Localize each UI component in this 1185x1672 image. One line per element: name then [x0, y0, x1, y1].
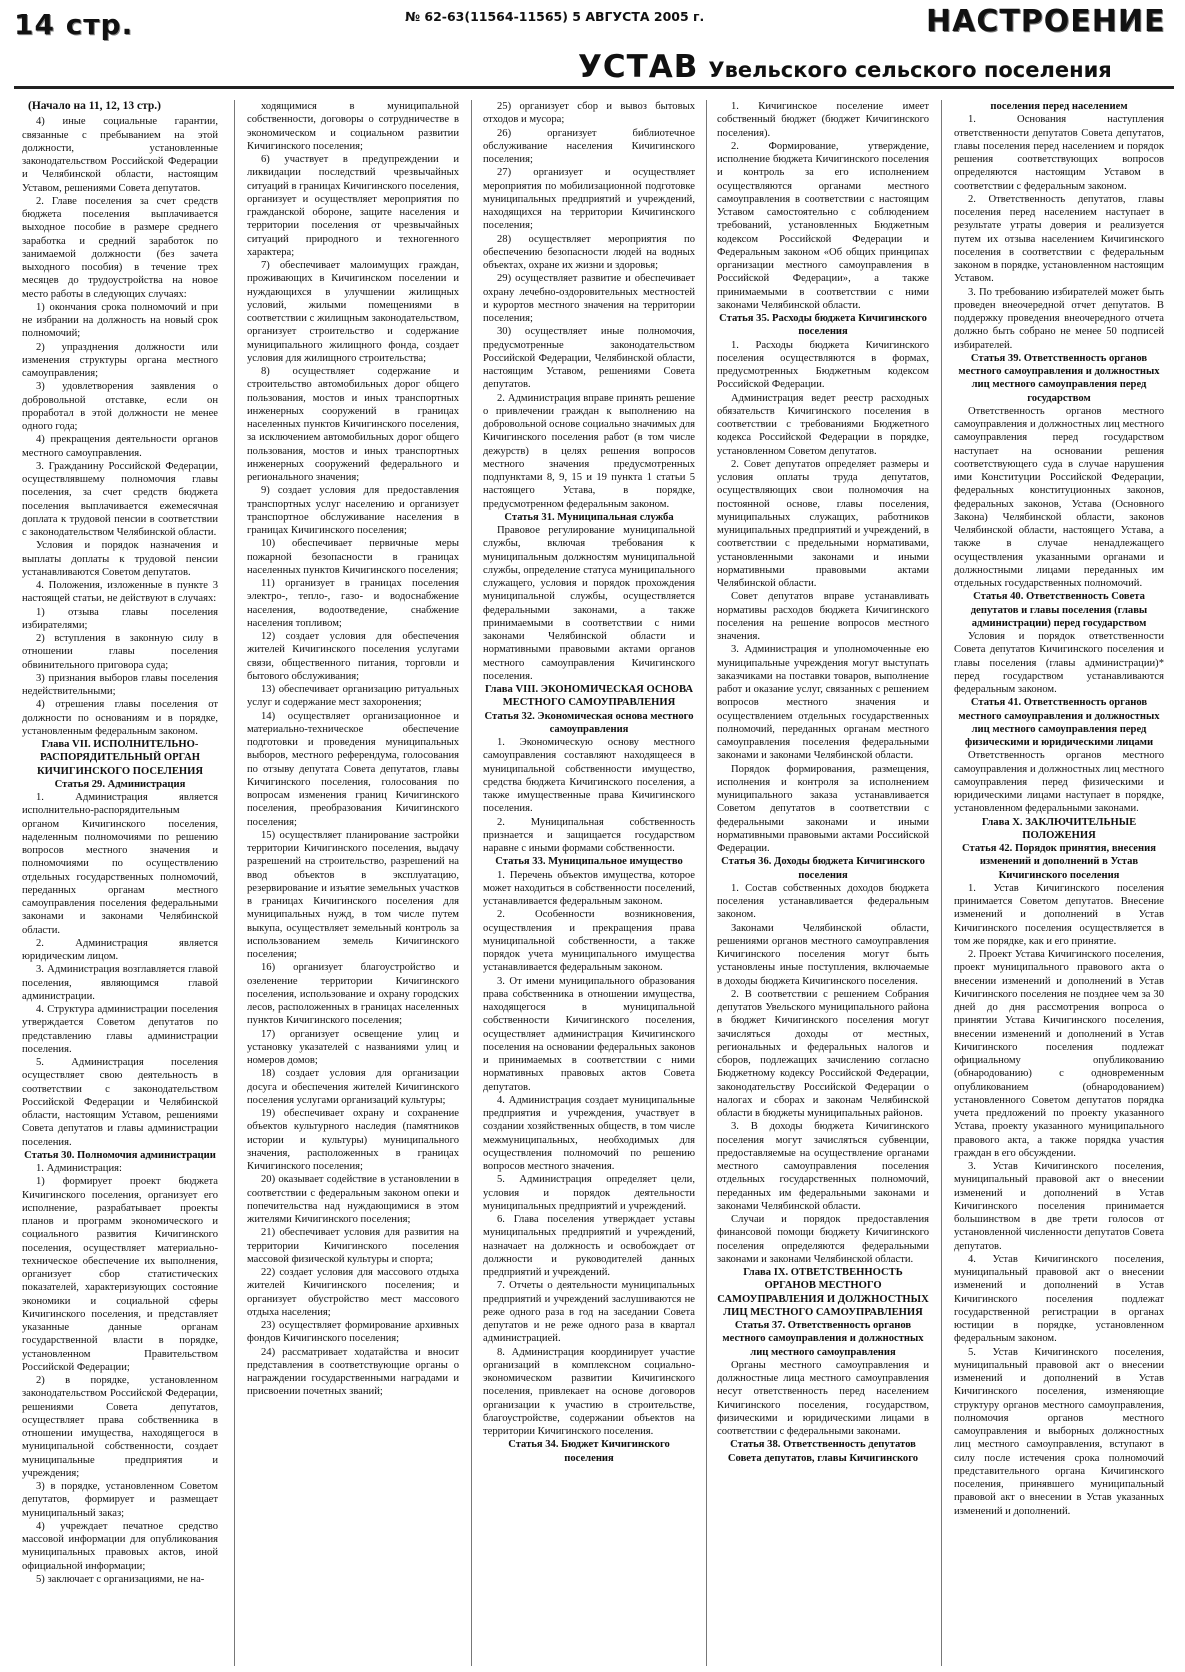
paragraph: 27) организует и осуществляет мероприятия по мобилизационной подготовке муниципальных предприятий и учреждений, находящихся на территории Кичигинского поселения; — [483, 167, 695, 232]
paragraph: 16) организует благоустройство и озеленение территории Кичигинского поселения, использование и охрану городских лесов, расположенных в границах населенных пунктов Кичигинского поселения; — [247, 962, 459, 1027]
header-rule — [14, 86, 1174, 89]
paragraph: Условия и порядок назначения и выплаты доплаты к трудовой пенсии устанавливаются Советом депутатов. — [22, 540, 218, 578]
paragraph: 5. Администрация поселения осуществляет свою деятельность в соответствии с законодательством Российской Федерации и Челябинской области, настоящим Уставом, решениями Совета депутатов и главы администрации поселения. — [22, 1057, 218, 1148]
paragraph: 3) признания выборов главы поселения недействительными; — [22, 672, 218, 697]
section-heading: Статья 39. Ответственность органов местного самоуправления и должностных лиц местного самоуправления перед государством — [958, 352, 1160, 404]
section-heading: Статья 38. Ответственность депутатов Совета депутатов, главы Кичигинского — [727, 1439, 919, 1464]
paragraph: 4) иные социальные гарантии, связанные с пребыванием на этой должности, установленные законодательством Российской Федерации и Челябинской области, настоящим Уставом, решениями Совета депутатов. — [22, 116, 218, 194]
paragraph: 12) создает условия для обеспечения жителей Кичигинского поселения услугами связи, общественного питания, торговли и бытового обслуживания; — [247, 631, 459, 682]
paragraph: 26) организует библиотечное обслуживание населения Кичигинского поселения; — [483, 127, 695, 165]
paragraph: 8) осуществляет содержание и строительство автомобильных дорог общего пользования, мостов и иных транспортных инженерных сооружений в границах населенных пунктов Кичигинского поселения, за исключением автомобильных дорог общего пользования, мостов и иных транспортных инженерных сооружений федерального и регионального значения; — [247, 366, 459, 483]
paragraph: 1) отзыва главы поселения избирателями; — [22, 606, 218, 631]
paragraph: Органы местного самоуправления и должностные лица местного самоуправления несут ответственность перед населением Кичигинского поселения, государством, физическими и юридическими лицами в соответствии с федеральными законами. — [717, 1359, 929, 1437]
paragraph: 5) заключает с организациями, не на- — [36, 1573, 205, 1585]
paragraph: Совет депутатов вправе устанавливать нормативы расходов бюджета Кичигинского поселения на решение вопросов местного значения. — [717, 591, 929, 642]
paragraph: 23) осуществляет формирование архивных фондов Кичигинского поселения; — [247, 1320, 459, 1345]
paragraph: 1. Администрация: — [36, 1163, 122, 1174]
section-rubric: НАСТРОЕНИЕ — [926, 4, 1166, 39]
section-heading: Статья 32. Экономическая основа местного самоуправления — [484, 710, 694, 735]
section-heading: Статья 40. Ответственность Совета депутатов и главы поселения (главы администрации) перед государством — [970, 591, 1148, 629]
paragraph: 29) осуществляет развитие и обеспечивает охрану лечебно-оздоровительных местностей и курортов местного значения на территории поселения; — [483, 273, 695, 324]
column-divider — [471, 100, 472, 1666]
paragraph: 7) обеспечивает малоимущих граждан, проживающих в Кичигинском поселении и нуждающихся в улучшении жилищных условий, жилыми помещениями в соответствии с жилищным законодательством, организует строительство и содержание муниципального жилищного фонда, создает условия для жилищного строительства; — [247, 260, 459, 364]
paragraph: 2. Ответственность депутатов, главы поселения перед населением наступает в результате утраты доверия и реализуется путем их отзыва населением Кичигинского поселения в соответствии с федеральным законом в порядке, установленном настоящим Уставом. — [954, 193, 1164, 285]
column-divider — [234, 100, 235, 1666]
column-divider — [706, 100, 707, 1666]
section-heading: Глава VII. ИСПОЛНИТЕЛЬНО-РАСПОРЯДИТЕЛЬНЫЙ ОРГАН КИЧИГИНСКОГО ПОСЕЛЕНИЯ — [36, 739, 204, 777]
paragraph: 5. Администрация определяет цели, условия и порядок деятельности муниципальных предприятий и учреждений. — [483, 1174, 695, 1212]
paragraph: 13) обеспечивает организацию ритуальных услуг и содержание мест захоронения; — [247, 684, 459, 709]
paragraph: 1. Состав собственных доходов бюджета поселения устанавливается федеральным законом. — [717, 882, 929, 921]
paragraph: 2. Формирование, утверждение, исполнение бюджета Кичигинского поселения и контроль за его исполнением осуществляются органами местного самоуправления в соответствии с настоящим Уставом самостоятельно с соблюдением требований, установленных Бюджетным кодексом Российской Федерации и Федеральным законом «Об общих принципах организации местного самоуправления в Российской Федерации», а также принимаемыми в соответствии с ними законами Челябинской области. — [717, 140, 929, 311]
section-heading: Статья 37. Ответственность органов местного самоуправления и должностных лиц местного самоуправления — [722, 1320, 924, 1358]
paragraph: 7. Отчеты о деятельности муниципальных предприятий и учреждений заслушиваются не реже одного раза в год на заседании Совета депутатов и не реже одного раза в квартал администрацией. — [483, 1280, 695, 1345]
paragraph: 1) окончания срока полномочий и при не избрании на должность на новый срок полномочий; — [22, 301, 218, 340]
continuation-note: (Начало на 11, 12, 13 стр.) — [28, 100, 161, 112]
paragraph: 1. Расходы бюджета Кичигинского поселения осуществляются в формах, предусмотренных Бюджетным кодексом Российской Федерации. — [717, 339, 929, 391]
paragraph: Случаи и порядок предоставления финансовой помощи бюджету Кичигинского поселения определяются федеральными законами и законами Челябинской области. — [717, 1214, 929, 1265]
paragraph: Условия и порядок ответственности Совета депутатов Кичигинского поселения и главы поселения (главы администрации)* перед государством устанавливаются федеральным законом. — [954, 631, 1164, 695]
paragraph: 3. Устав Кичигинского поселения, муниципальный правовой акт о внесении изменений и дополнений в Устав Кичигинского поселения принимается большинством в две трети голосов от установленной численности депутатов Совета депутатов. — [954, 1161, 1164, 1252]
paragraph: 3. От имени муниципального образования права собственника в отношении имущества, находящегося в муниципальной собственности Кичигинского поселения, осуществляет администрация Кичигинского поселения на основании федеральных законов и принимаемых в соответствии с ними нормативных правовых актов Совета депутатов. — [483, 975, 695, 1093]
paragraph: 2) в порядке, установленном законодательством Российской Федерации, решениями Совета депутатов, осуществляет права собственника в отношении имущества, находящегося в муниципальной собственности, создает муниципальные предприятия и учреждения; — [22, 1375, 218, 1479]
paragraph: 6. Глава поселения утверждает уставы муниципальных предприятий и учреждений, назначает на должность и освобождает от должности и руководителей данных предприятий и учреждений. — [483, 1214, 695, 1278]
article-body — [22, 100, 1174, 1666]
paragraph: Ответственность органов местного самоуправления и должностных лиц местного самоуправления перед физическими и юридическими лицами наступает в порядке, установленном федеральными законами. — [954, 750, 1164, 815]
paragraph: 6) участвует в предупреждении и ликвидации последствий чрезвычайных ситуаций в границах Кичигинского поселения, организует и осуществляет мероприятия по гражданской обороне, защите населения и территории поселения от чрезвычайных ситуаций природного и техногенного характера; — [247, 154, 459, 258]
paragraph: Правовое регулирование муниципальной службы, включая требования к муниципальным должностям муниципальной службы, определение статуса муниципального служащего, условия и порядок прохождения муниципальной службы, осуществляется федеральными законами, а также принимаемыми в соответствии с ними законами Челябинской области и нормативными правовыми актами органов местного самоуправления Кичигинского поселения. — [483, 525, 695, 682]
paragraph: 4) прекращения деятельности органов местного самоуправления. — [22, 434, 218, 459]
text-column-4 — [717, 100, 929, 1666]
paragraph: ходящимися в муниципальной собственности, договоры о сотрудничестве в экономическом и социальном развитии Кичигинского поселения; — [247, 101, 459, 152]
page-number: 14 стр. — [14, 8, 134, 41]
section-heading: Статья 34. Бюджет Кичигинского поселения — [508, 1439, 670, 1464]
paragraph: 10) обеспечивает первичные меры пожарной безопасности в границах населенных пунктов Кичигинского поселения; — [247, 538, 459, 576]
paragraph: 28) осуществляет мероприятия по обеспечению безопасности людей на водных объектах, охране их жизни и здоровья; — [483, 233, 695, 271]
headline-subtitle: Увельского сельского поселения — [708, 58, 1112, 82]
paragraph: 1. Администрация является исполнительно-распорядительным органом Кичигинского поселения, наделенным полномочиями по решению вопросов местного значения и полномочиями по осуществлению отдельных государственных полномочий, переданных органам местного самоуправления поселения федеральными законами и законами Челябинской области. — [22, 792, 218, 936]
paragraph: 2. Главе поселения за счет средств бюджета поселения выплачивается выходное пособие в размере среднего заработка и средний заработок по занимаемой должности (без зачета выходного пособия) в течение трех месяцев до трудоустройства на новое место работы в следующих случаях: — [22, 195, 218, 300]
paragraph: 15) осуществляет планирование застройки территории Кичигинского поселения, выдачу разрешений на строительство, разрешений на ввод объектов в эксплуатацию, резервирование и изъятие земельных участков в границах Кичигинского поселения для муниципальных нужд, в том числе путем выкупа, осуществляет земельный контроль за использованием земель Кичигинского поселения; — [247, 829, 459, 960]
paragraph: Администрация ведет реестр расходных обязательств Кичигинского поселения в соответствии с требованиями Бюджетного кодекса Российской Федерации в порядке, установленном Советом депутатов. — [717, 392, 929, 457]
paragraph: 22) создает условия для массового отдыха жителей Кичигинского поселения; и организует обустройство мест массового отдыха населения; — [247, 1267, 459, 1318]
paragraph: 19) обеспечивает охрану и сохранение объектов культурного наследия (памятников истории и культуры) муниципального значения, расположенных в границах Кичигинского поселения; — [247, 1108, 459, 1172]
paragraph: 5. Устав Кичигинского поселения, муниципальный правовой акт о внесении изменений и дополнений в Устав Кичигинского поселения, изменяющие структуру органов местного самоуправления, полномочия органов местного самоуправления и выборных должностных лиц местного самоуправления, вступают в силу после истечения срока полномочий представительного органа Кичигинского поселения, принявшего муниципальный правовой акт о внесении в Устав указанных изменений и дополнений. — [954, 1346, 1164, 1517]
paragraph: 2. Муниципальная собственность признается и защищается государством наравне с иными формами собственности. — [483, 816, 695, 854]
paragraph: 2) вступления в законную силу в отношении главы поселения обвинительного приговора суда; — [22, 633, 218, 671]
paragraph: 1. Основания наступления ответственности депутатов Совета депутатов, главы поселения перед населением и порядок решения соответствующих вопросов определяются настоящим Уставом в соответствии с федеральным законом. — [954, 114, 1164, 192]
section-heading: Статья 31. Муниципальная служба — [504, 511, 674, 523]
section-heading: Статья 33. Муниципальное имущество — [495, 856, 683, 868]
text-column-2 — [247, 100, 459, 1666]
paragraph: 2. Особенности возникновения, осуществления и прекращения права муниципальной собственности, а также порядок учета муниципального имущества устанавливается федеральным законом. — [483, 909, 695, 974]
section-heading: поселения перед населением — [990, 101, 1128, 112]
paragraph: 3) удовлетворения заявления о добровольной отставке, если он проработал в этой должности не менее одного года; — [22, 381, 218, 432]
paragraph: 3. Гражданину Российской Федерации, осуществлявшему полномочия главы поселения, за счет средств бюджета поселения выплачивается ежемесячная доплата к трудовой пенсии в соответствии с законодательством Челябинской области. — [22, 460, 218, 538]
column-divider — [941, 100, 942, 1666]
paragraph: 8. Администрация координирует участие организаций в комплексном социально-экономическом развитии Кичигинского поселения, привлекает на основе договоров организации к участию в строительстве, благоустройстве, содержании объектов на территории Кичигинского поселения. — [483, 1346, 695, 1437]
paragraph: 2. Администрация вправе принять решение о привлечении граждан к выполнению на добровольной основе социально значимых для Кичигинского поселения работ (в том числе дежурств) в целях решения вопросов местного значения предусмотренных подпунктами 8, 9, 15 и 19 пункта 1 статьи 5 настоящего Устава, в порядке, предусмотренном федеральным законом. — [483, 392, 695, 510]
paragraph: 4) учреждает печатное средство массовой информации для опубликования муниципальных правовых актов, иной официальной информации; — [22, 1520, 218, 1572]
paragraph: Законами Челябинской области, решениями органов местного самоуправления Кичигинского поселения могут быть установлены иные поступления, включаемые в доходы бюджета Кичигинского поселения. — [717, 922, 929, 987]
paragraph: 1. Устав Кичигинского поселения принимается Советом депутатов. Внесение изменений и дополнений в Устав Кичигинского поселения осуществляется в том же порядке, как и его принятие. — [954, 882, 1164, 947]
section-heading: Статья 29. Администрация — [54, 778, 186, 790]
paragraph: 4. Администрация создает муниципальные предприятия и учреждения, участвует в создании хозяйственных обществ, в том числе межмуниципальных, необходимых для осуществления полномочий по решению вопросов местного значения. — [483, 1094, 695, 1172]
section-heading: Статья 35. Расходы бюджета Кичигинского поселения — [719, 313, 927, 338]
paragraph: 1. Экономическую основу местного самоуправления составляют находящееся в муниципальной собственности имущество, средства бюджета Кичигинского поселения, а также имущественные права Кичигинского поселения. — [483, 737, 695, 815]
section-heading: Статья 30. Полномочия администрации — [24, 1149, 216, 1161]
paragraph: 2) упразднения должности или изменения структуры органа местного самоуправления; — [22, 341, 218, 379]
section-heading: Глава X. ЗАКЛЮЧИТЕЛЬНЫЕ ПОЛОЖЕНИЯ — [981, 816, 1137, 841]
paragraph: 2. Администрация является юридическим лицом. — [22, 937, 218, 962]
section-heading: Глава IX. ОТВЕТСТВЕННОСТЬ ОРГАНОВ МЕСТНОГО САМОУПРАВЛЕНИЯ И ДОЛЖНОСТНЫХ ЛИЦ МЕСТНОГО САМОУПРАВЛЕНИЯ — [717, 1267, 929, 1318]
paragraph: 2. Совет депутатов определяет размеры и условия оплаты труда депутатов, осуществляющих свои полномочия на постоянной основе, главы поселения, муниципальных служащих, работников муниципальных предприятий и учреждений, в соответствии с предельными нормативами, установленными законами и иными нормативными правовыми актами Челябинской области. — [717, 458, 929, 589]
paragraph: 4. Структура администрации поселения утверждается Советом депутатов по представлению главы администрации поселения. — [22, 1004, 218, 1055]
paragraph: Ответственность органов местного самоуправления и должностных лиц местного самоуправления перед государством наступает на основании решения соответствующего суда в случае нарушения ими Конституции Российской Федерации, федеральных конституционных законов, федеральных законов, Устава (Основного Закона) Челябинской области, законов Челябинской области, настоящего Устава, а также в случае ненадлежащего осуществления указанными органами и должностными лицами переданных им отдельных государственных полномочий. — [954, 405, 1164, 589]
paragraph: 18) создает условия для организации досуга и обеспечения жителей Кичигинского поселения услугами организаций культуры; — [247, 1068, 459, 1106]
paragraph: 24) рассматривает ходатайства и вносит представления в соответствующие органы о награждении государственными наградами и присвоении почетных званий; — [247, 1346, 459, 1398]
paragraph: 1) формирует проект бюджета Кичигинского поселения, организует его исполнение, разрабатывает проекты планов и программ экономического и социального развития Кичигинского поселения, осуществляет материально-техническое обеспечение их выполнения, организует сбор статистических показателей, характеризующих состояние экономики и социальной сферы Кичигинского поселения, и представляет указанные данные органам государственной власти в порядке, установленном Правительством Российской Федерации; — [22, 1176, 218, 1373]
paragraph: 9) создает условия для предоставления транспортных услуг населению и организует транспортное обслуживание населения в границах Кичигинского поселения; — [247, 485, 459, 536]
paragraph: 3. По требованию избирателей может быть проведен внеочередной отчет депутатов. В поддержку проведения внеочередного отчета должно быть собрано не менее 50 подписей избирателей. — [954, 286, 1164, 351]
section-heading: Статья 36. Доходы бюджета Кичигинского поселения — [721, 856, 925, 881]
text-column-1 — [22, 100, 218, 1666]
section-heading: Статья 41. Ответственность органов местного самоуправления и должностных лиц местного самоуправления перед физическими и юридическими лицами — [958, 697, 1160, 748]
paragraph: 4) отрешения главы поселения от должности по основаниям и в порядке, установленным федеральным законом. — [22, 699, 218, 737]
text-column-3 — [483, 100, 695, 1666]
paragraph: 2. Проект Устава Кичигинского поселения, проект муниципального правового акта о внесении изменений и дополнений в Устав Кичигинского поселения не позднее чем за 30 дней до дня рассмотрения вопроса о принятии Устава Кичигинского поселения, внесении изменений и дополнений в Устав Кичигинского поселения подлежат официальному опубликованию (обнародованию) с одновременным опубликованием (обнародованием) установленного Советом депутатов порядка учета предложений по проекту указанного Устава, проекту указанного муниципального правового акта, а также порядка участия граждан в его обсуждении. — [954, 949, 1164, 1159]
paragraph: 11) организует в границах поселения электро-, тепло-, газо- и водоснабжение населения, водоотведение, снабжение населения топливом; — [247, 578, 459, 629]
paragraph: 2. В соответствии с решением Собрания депутатов Увельского муниципального района в бюджет Кичигинского поселения могут зачисляться доходы от местных, региональных и федеральных налогов и сборов, подлежащих зачислению согласно Бюджетному кодексу Российской Федерации, законодательству Российской Федерации о налогах и сборах и законам Челябинской области в бюджеты муниципальных районов. — [717, 988, 929, 1119]
section-heading: Статья 42. Порядок принятия, внесения изменений и дополнений в Устав Кичигинского поселения — [962, 843, 1156, 881]
paragraph: 25) организует сбор и вывоз бытовых отходов и мусора; — [483, 101, 695, 126]
paragraph: 4. Устав Кичигинского поселения, муниципальный правовой акт о внесении изменений и дополнений в Устав Кичигинского поселения подлежат государственной регистрации в органах юстиции в порядке, установленном федеральным законом. — [954, 1253, 1164, 1345]
section-heading: Глава VIII. ЭКОНОМИЧЕСКАЯ ОСНОВА МЕСТНОГО САМОУПРАВЛЕНИЯ — [485, 684, 693, 709]
paragraph: 21) обеспечивает условия для развития на территории Кичигинского поселения массовой физической культуры и спорта; — [247, 1227, 459, 1265]
headline — [578, 49, 1112, 85]
paragraph: 30) осуществляет иные полномочия, предусмотренные законодательством Российской Федерации, Челябинской области, настоящим Уставом, решениями Совета депутатов. — [483, 326, 695, 391]
issue-line: № 62-63(11564-11565) 5 АВГУСТА 2005 г. — [405, 9, 705, 24]
text-column-5 — [954, 100, 1164, 1666]
page-header — [0, 0, 1185, 96]
paragraph: 3) в порядке, установленном Советом депутатов, формирует и размещает муниципальный заказ; — [22, 1481, 218, 1519]
paragraph: 20) оказывает содействие в установлении в соответствии с федеральным законом опеки и попечительства над нуждающимися в этом жителями Кичигинского поселения; — [247, 1174, 459, 1225]
headline-title: УСТАВ — [578, 49, 699, 85]
paragraph: 17) организует освещение улиц и установку указателей с названиями улиц и номеров домов; — [247, 1028, 459, 1066]
paragraph: 4. Положения, изложенные в пункте 3 настоящей статьи, не действуют в случаях: — [22, 580, 218, 605]
paragraph: 1. Перечень объектов имущества, которое может находиться в собственности поселений, устанавливается федеральным законом. — [483, 869, 695, 907]
paragraph: Порядок формирования, размещения, исполнения и контроля за исполнением муниципального заказа устанавливается Советом депутатов в соответствии с федеральными законами и иными нормативными правовыми актами Российской Федерации. — [717, 763, 929, 854]
paragraph: 1. Кичигинское поселение имеет собственный бюджет (бюджет Кичигинского поселения). — [717, 101, 929, 139]
paragraph: 14) осуществляет организационное и материально-техническое обеспечение подготовки и проведения муниципальных выборов, местного референдума, голосования по отзыву депутата Совета депутатов, главы Кичигинского поселения, голосования по вопросам изменения границ Кичигинского поселения, преобразования Кичигинского поселения; — [247, 710, 459, 828]
paragraph: 3. В доходы бюджета Кичигинского поселения могут зачисляться субвенции, предоставляемые на осуществление органами местного самоуправления поселения отдельных государственных полномочий, переданных им федеральными законами и законами Челябинской области. — [717, 1121, 929, 1212]
paragraph: 3. Администрация возглавляется главой поселения, являющимся главой администрации. — [22, 964, 218, 1002]
paragraph: 3. Администрация и уполномоченные ею муниципальные учреждения могут выступать заказчиками на поставки товаров, выполнение работ и оказание услуг, связанных с решением вопросов местного значения и осуществлением отдельных государственных полномочий, переданных органам местного самоуправления поселения федеральными законами и законами Челябинской области. — [717, 644, 929, 762]
